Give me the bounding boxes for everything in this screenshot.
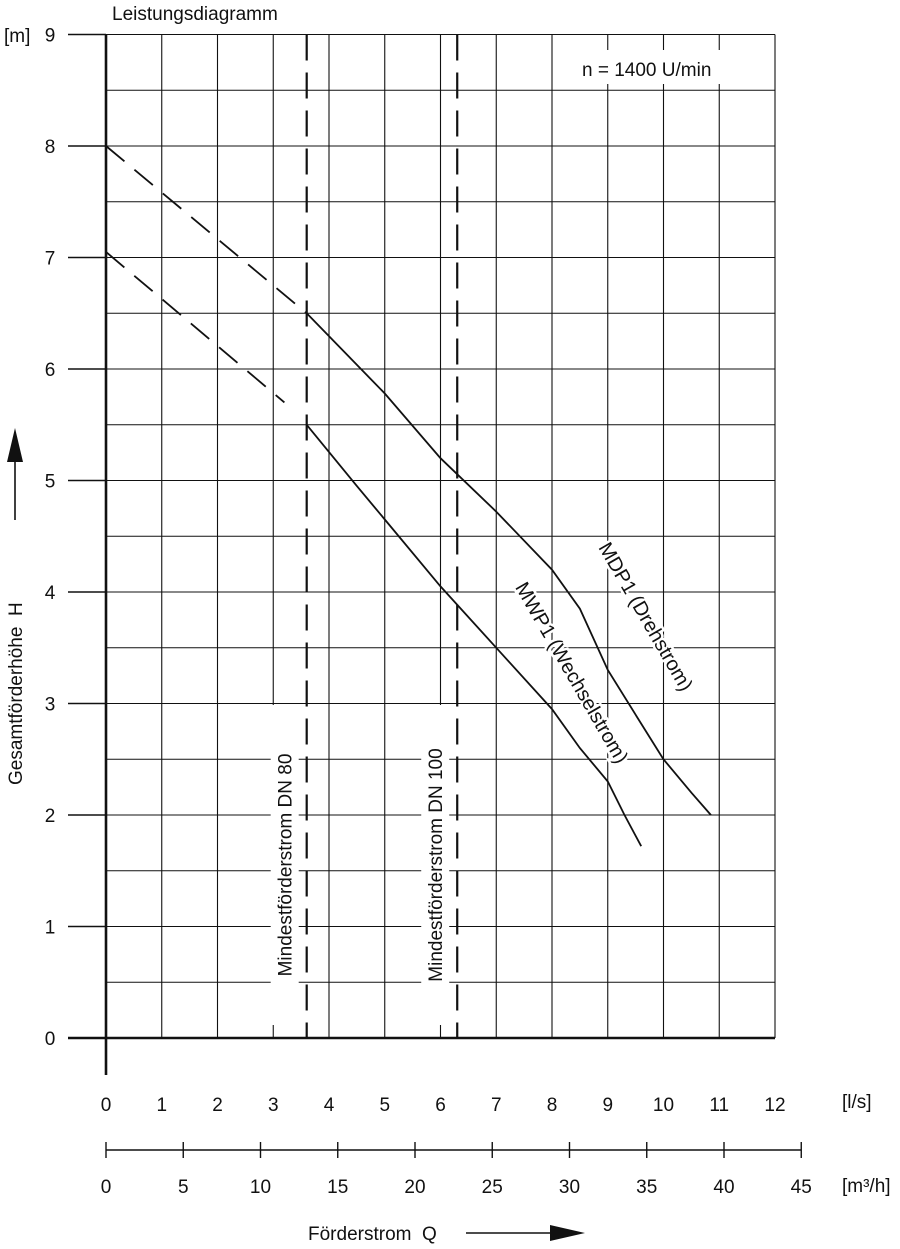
secondary-x-tick-label: 30 (558, 1177, 581, 1198)
x-tick-label: 12 (764, 1095, 786, 1116)
y-tick-label: 8 (44, 137, 56, 158)
min-flow-label: Mindestförderstrom DN 80 (275, 753, 297, 977)
secondary-x-tick-label: 10 (249, 1177, 272, 1198)
curve-dashed-segment (106, 252, 284, 403)
x-tick-label: 5 (379, 1095, 391, 1116)
secondary-x-tick-label: 5 (177, 1177, 189, 1198)
x-tick-label: 1 (156, 1095, 168, 1116)
secondary-x-tick-label: 35 (636, 1177, 658, 1198)
secondary-x-tick-label: 20 (404, 1177, 426, 1198)
chart-title: Leistungsdiagramm (112, 4, 278, 25)
curve-solid-segment (307, 425, 642, 846)
x-tick-label: 4 (323, 1095, 335, 1116)
series-label: MDP1 (Drehstrom) (593, 538, 697, 696)
secondary-x-tick-label: 25 (481, 1177, 503, 1198)
x-tick-label: 0 (100, 1095, 112, 1116)
secondary-x-unit-label: [m³/h] (842, 1176, 891, 1197)
y-tick-label: 6 (44, 360, 56, 381)
y-tick-label: 3 (44, 694, 56, 716)
labels (510, 539, 696, 768)
y-axis-title: Gesamtförderhöhe H (6, 602, 27, 785)
x-tick-label: 11 (709, 1095, 730, 1116)
x-axis-title: Förderstrom Q (308, 1224, 437, 1245)
y-tick-label: 5 (44, 471, 56, 493)
x-tick-label: 6 (435, 1095, 446, 1116)
x-tick-label: 2 (212, 1095, 223, 1116)
speed-annotation: n = 1400 U/min (582, 60, 712, 81)
secondary-x-tick-label: 15 (327, 1177, 349, 1198)
y-tick-label: 2 (44, 806, 56, 827)
y-tick-label: 9 (44, 25, 56, 47)
y-tick-label: 0 (44, 1029, 56, 1050)
min-flow-label: Mindestförderstrom DN 100 (426, 748, 448, 982)
x-tick-label: 8 (546, 1095, 558, 1116)
y-axis-arrow (7, 428, 23, 520)
secondary-x-tick-label: 45 (790, 1177, 812, 1198)
x-tick-label: 3 (267, 1095, 279, 1116)
curve-dashed-segment (106, 146, 307, 313)
y-tick-label: 1 (44, 917, 56, 939)
x-tick-label: 9 (602, 1095, 614, 1116)
series-label: MWP1 (Wechselstrom) (510, 578, 633, 768)
x-tick-label: 7 (490, 1095, 502, 1116)
curve-solid-segment (307, 313, 711, 815)
x-tick-label: 10 (652, 1095, 675, 1116)
y-tick-label: 4 (44, 583, 56, 604)
x-unit-label: [l/s] (842, 1092, 872, 1113)
y-tick-label: 7 (44, 248, 56, 270)
secondary-x-tick-label: 40 (713, 1177, 735, 1198)
y-unit-label: [m] (4, 26, 31, 47)
secondary-x-tick-label: 0 (100, 1177, 112, 1198)
x-axis-arrow (466, 1225, 585, 1241)
